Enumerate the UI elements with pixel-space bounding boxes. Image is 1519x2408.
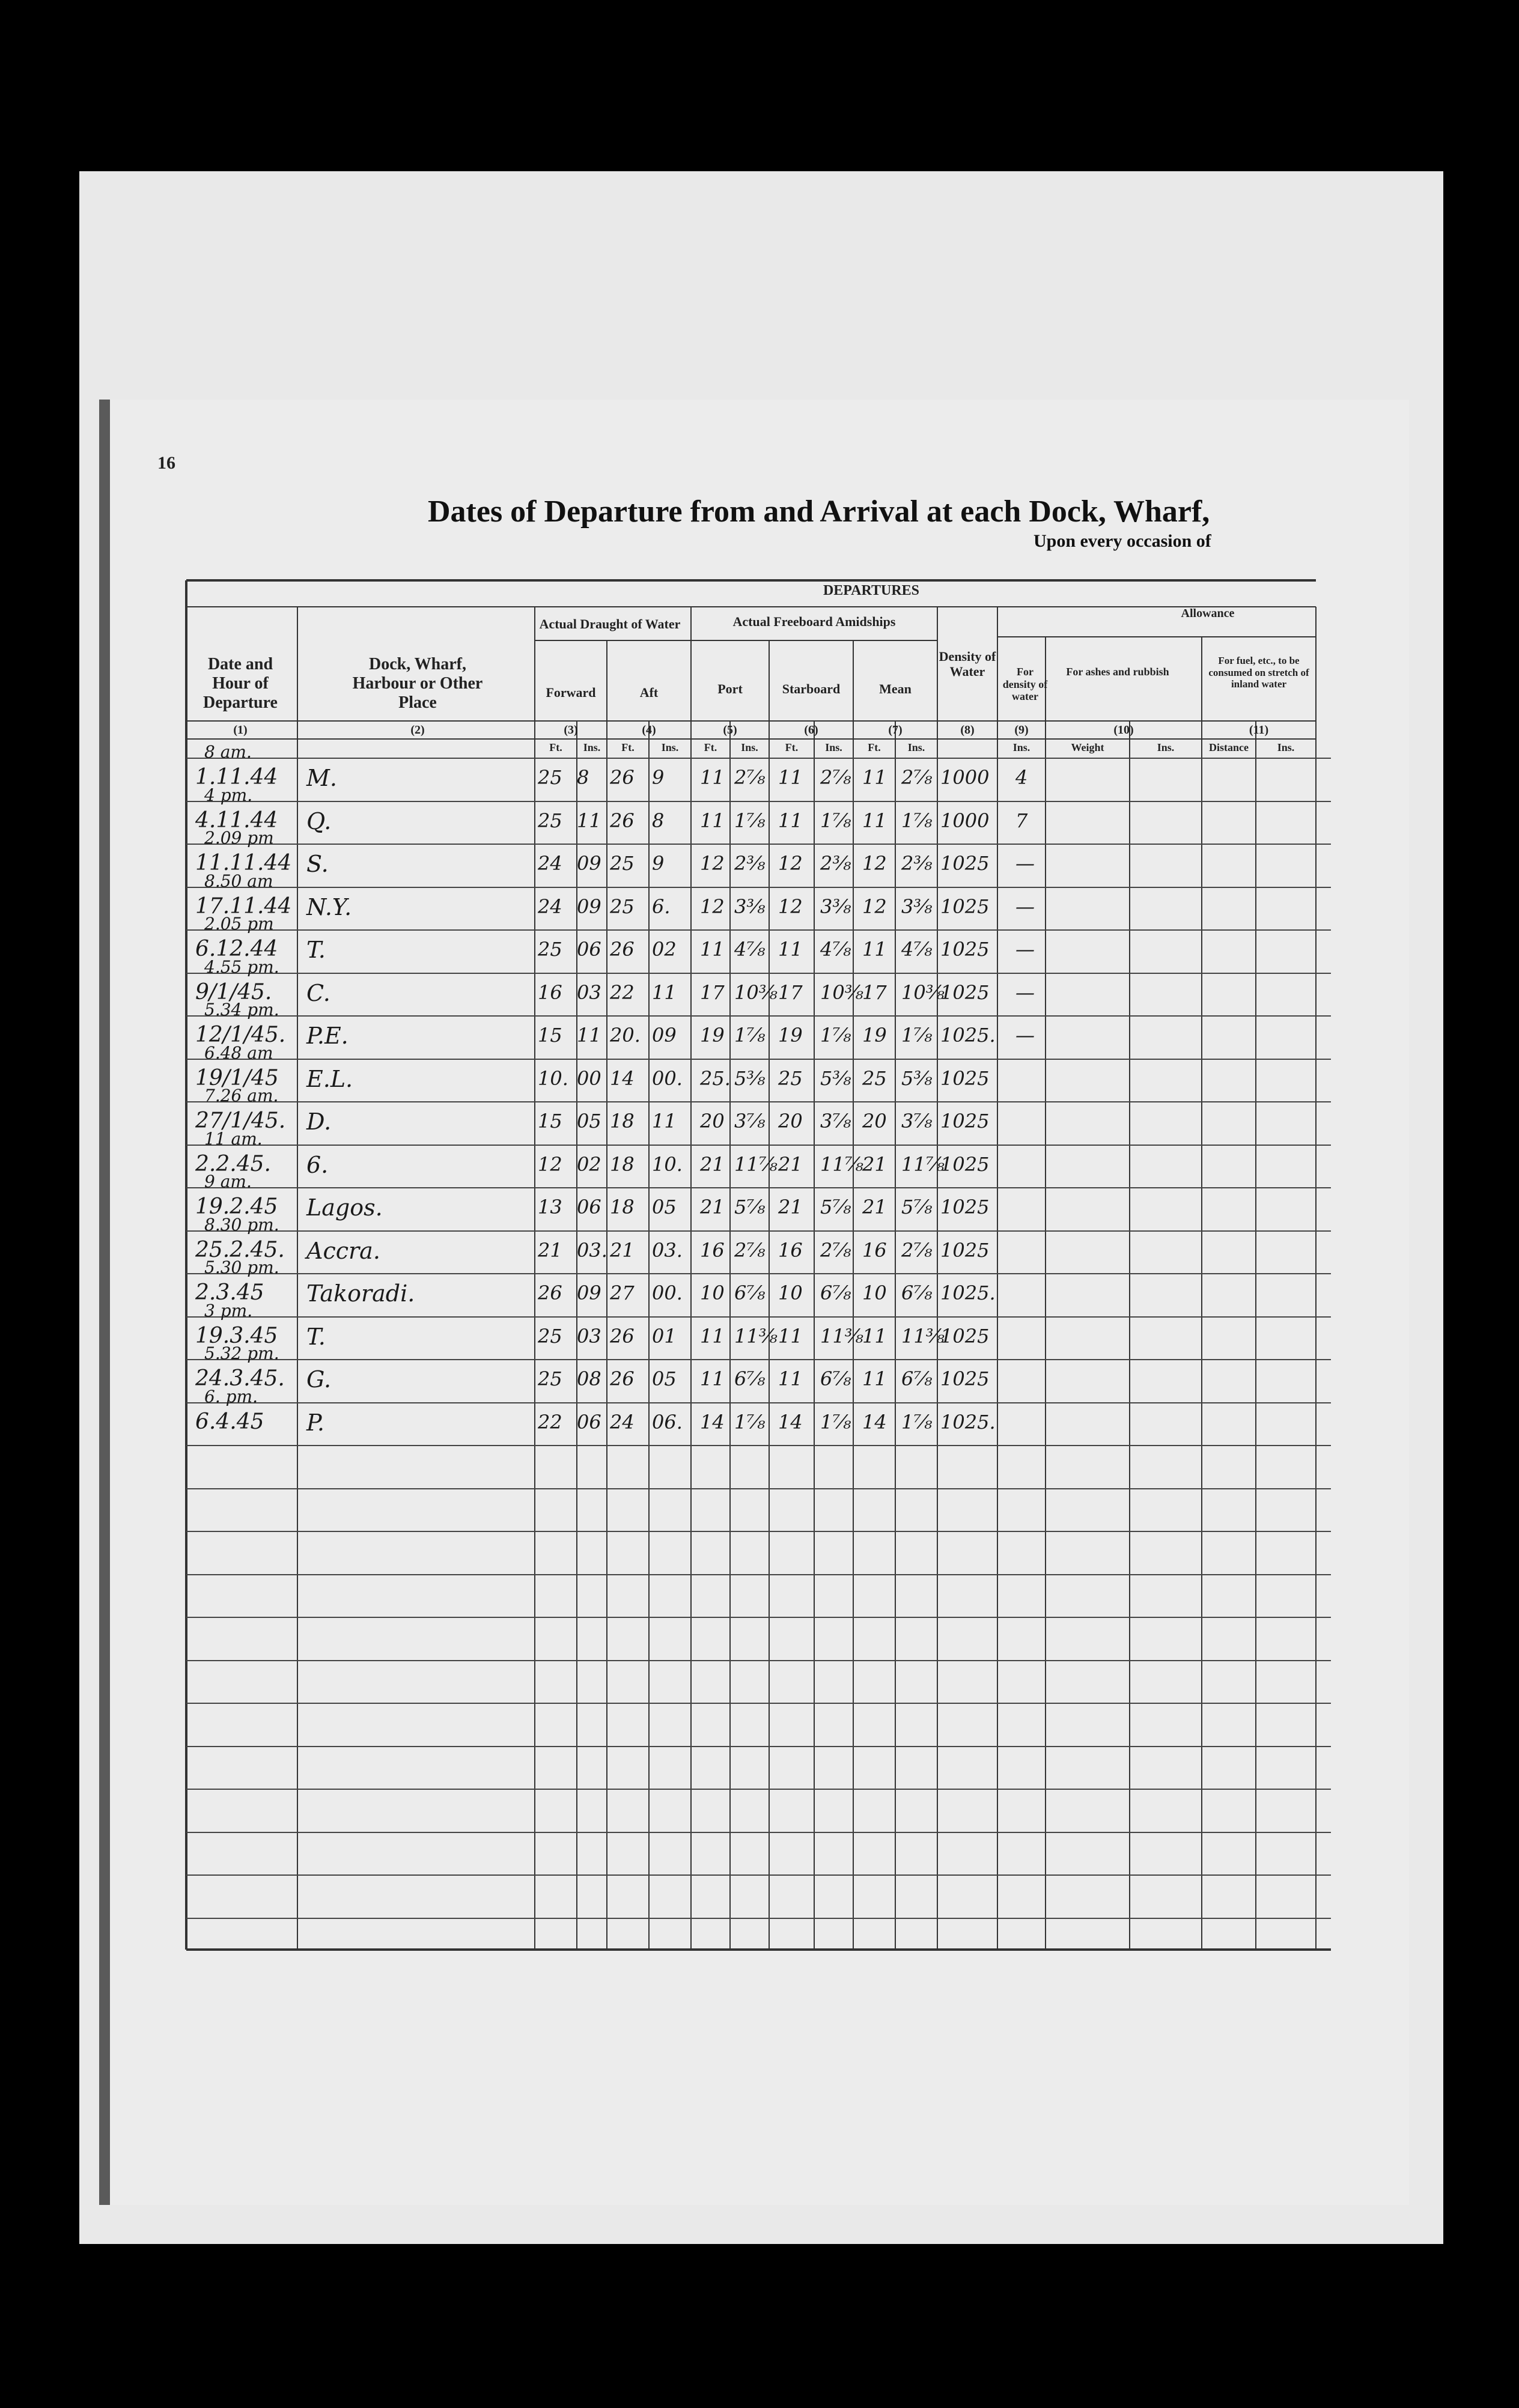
column-number: (4) bbox=[642, 723, 656, 737]
row-port-ft: 10 bbox=[700, 1282, 725, 1304]
subheader-ft: Ft. bbox=[868, 741, 881, 753]
row-port-ft: 12 bbox=[700, 895, 725, 918]
row-port-in: 5⅜ bbox=[734, 1066, 766, 1090]
row-date: 17.11.44 bbox=[195, 893, 292, 919]
row-aft-ft: 25 bbox=[610, 852, 635, 875]
row-allow: — bbox=[1015, 852, 1035, 875]
row-density: 1025 bbox=[940, 1324, 990, 1348]
row-port-in: 2⅞ bbox=[734, 1238, 766, 1262]
column-number: (3) bbox=[564, 723, 578, 737]
row-stbd-in: 6⅞ bbox=[820, 1282, 851, 1304]
row-stbd-ft: 21 bbox=[778, 1152, 803, 1176]
row-port-in: 1⅞ bbox=[734, 809, 766, 832]
row-place: M. bbox=[306, 765, 337, 791]
row-mean-in: 3⅜ bbox=[901, 895, 933, 918]
row-fwd-in: 00 bbox=[577, 1066, 601, 1090]
row-port-ft: 21 bbox=[700, 1152, 725, 1176]
header-date-hour: Date and Hour of Departure bbox=[203, 655, 278, 713]
row-fwd-ft: 15 bbox=[538, 1024, 562, 1047]
row-port-ft: 11 bbox=[700, 1324, 725, 1348]
row-stbd-in: 5⅜ bbox=[820, 1066, 851, 1090]
row-aft-ft: 14 bbox=[610, 1066, 635, 1090]
column-number: (10) bbox=[1113, 723, 1134, 737]
row-mean-ft: 21 bbox=[862, 1152, 887, 1176]
row-aft-ft: 20. bbox=[610, 1024, 641, 1047]
row-time: 4.55 pm. bbox=[204, 956, 279, 977]
row-place: C. bbox=[306, 979, 330, 1006]
row-port-in: 6⅞ bbox=[734, 1282, 766, 1304]
subheader-ins: Ins. bbox=[741, 741, 758, 753]
row-port-ft: 11 bbox=[700, 766, 725, 789]
row-date: 6.12.44 bbox=[195, 937, 278, 961]
row-port-ft: 11 bbox=[700, 1367, 725, 1390]
subheader-ins: Ins. bbox=[907, 741, 925, 753]
row-place: T. bbox=[306, 1323, 326, 1350]
row-place: E.L. bbox=[306, 1065, 353, 1092]
row-aft-in: 05 bbox=[652, 1196, 677, 1218]
row-stbd-in: 11⅜ bbox=[820, 1324, 863, 1348]
row-time: 7.26 am. bbox=[204, 1086, 279, 1105]
subheader-ft: Ft. bbox=[785, 741, 799, 753]
row-fwd-ft: 25 bbox=[538, 938, 562, 961]
row-time: 5.30 pm. bbox=[204, 1257, 279, 1277]
row-date: 1.11.44 bbox=[195, 765, 278, 789]
row-place: P.E. bbox=[306, 1023, 349, 1049]
row-mean-ft: 11 bbox=[862, 1367, 887, 1390]
row-fwd-ft: 12 bbox=[538, 1152, 562, 1176]
row-fwd-ft: 25 bbox=[538, 809, 562, 832]
header-aft: Aft bbox=[639, 685, 659, 700]
row-density: 1025 bbox=[940, 852, 990, 875]
row-fwd-in: 02 bbox=[577, 1152, 601, 1176]
row-mean-ft: 16 bbox=[862, 1238, 887, 1262]
row-mean-ft: 11 bbox=[862, 809, 887, 832]
row-aft-ft: 26 bbox=[610, 809, 635, 832]
row-fwd-in: 09 bbox=[577, 1282, 601, 1304]
row-stbd-ft: 19 bbox=[778, 1024, 803, 1047]
row-aft-ft: 25 bbox=[610, 895, 635, 918]
row-date: 4.11.44 bbox=[195, 807, 278, 833]
row-stbd-in: 5⅞ bbox=[820, 1196, 851, 1218]
row-mean-in: 4⅞ bbox=[901, 938, 933, 961]
row-date: 19.3.45 bbox=[195, 1323, 278, 1348]
row-mean-ft: 11 bbox=[862, 766, 887, 789]
row-aft-ft: 24 bbox=[610, 1410, 635, 1434]
row-date: 24.3.45. bbox=[195, 1366, 285, 1391]
column-number: (2) bbox=[410, 723, 425, 737]
column-number: (5) bbox=[723, 723, 737, 737]
row-aft-ft: 22 bbox=[610, 981, 635, 1004]
row-aft-in: 9 bbox=[652, 852, 665, 875]
row-stbd-in: 10⅜ bbox=[820, 981, 863, 1004]
row-date: 2.3.45 bbox=[195, 1280, 264, 1305]
row-stbd-ft: 11 bbox=[778, 938, 803, 961]
row-place: Accra. bbox=[306, 1237, 380, 1264]
row-fwd-in: 06 bbox=[577, 938, 601, 961]
row-stbd-in: 11⅞ bbox=[820, 1152, 863, 1176]
subheader-distance: Distance bbox=[1209, 741, 1249, 753]
row-fwd-in: 08 bbox=[577, 1367, 601, 1390]
row-time: 2.09 pm bbox=[204, 828, 274, 848]
row-place: T. bbox=[306, 937, 326, 963]
row-mean-in: 2⅞ bbox=[901, 1238, 933, 1262]
row-allow: — bbox=[1015, 938, 1035, 961]
row-density: 1000 bbox=[940, 809, 990, 832]
header-draught: Actual Draught of Water bbox=[539, 616, 681, 631]
row-fwd-ft: 24 bbox=[538, 852, 562, 875]
row-aft-in: 09 bbox=[652, 1024, 677, 1047]
row-place: D. bbox=[306, 1108, 332, 1135]
row-port-in: 3⅞ bbox=[734, 1110, 766, 1133]
row-aft-in: 00. bbox=[652, 1066, 683, 1090]
row-port-ft: 14 bbox=[700, 1410, 725, 1434]
row-mean-ft: 14 bbox=[862, 1410, 887, 1434]
row-stbd-ft: 11 bbox=[778, 1367, 803, 1390]
row-aft-in: 9 bbox=[652, 766, 665, 789]
row-date: 2.2.45. bbox=[195, 1151, 271, 1176]
row-fwd-ft: 13 bbox=[538, 1196, 562, 1218]
row-fwd-ft: 21 bbox=[538, 1238, 562, 1262]
header-allowance: Allowance bbox=[1181, 607, 1235, 620]
header-port: Port bbox=[717, 681, 743, 696]
row-density: 1025 bbox=[940, 1152, 990, 1176]
row-time: 6.48 am bbox=[204, 1042, 273, 1063]
row-density: 1025 bbox=[940, 938, 990, 961]
row-mean-ft: 10 bbox=[862, 1282, 887, 1304]
row-stbd-ft: 11 bbox=[778, 809, 803, 832]
row-port-ft: 25. bbox=[700, 1066, 731, 1090]
row-density: 1025 bbox=[940, 981, 990, 1004]
row-port-in: 1⅞ bbox=[734, 1024, 766, 1047]
header-mean: Mean bbox=[879, 681, 912, 696]
row-mean-ft: 21 bbox=[862, 1196, 887, 1218]
row-density: 1025. bbox=[940, 1024, 996, 1047]
row-mean-ft: 17 bbox=[862, 981, 887, 1004]
row-time: 8.50 am bbox=[204, 871, 273, 891]
row-date: 19/1/45 bbox=[195, 1065, 279, 1090]
header-departures: DEPARTURES bbox=[823, 583, 920, 598]
row-port-ft: 17 bbox=[700, 981, 725, 1004]
row-port-in: 3⅜ bbox=[734, 895, 766, 918]
row-port-ft: 12 bbox=[700, 852, 725, 875]
row-density: 1025 bbox=[940, 1367, 990, 1390]
row-mean-ft: 25 bbox=[862, 1066, 887, 1090]
row-allow: 7 bbox=[1015, 809, 1028, 832]
row-port-ft: 21 bbox=[700, 1196, 725, 1218]
row-fwd-in: 11 bbox=[577, 809, 601, 832]
row-stbd-in: 2⅞ bbox=[820, 766, 851, 789]
row-fwd-in: 06 bbox=[577, 1196, 601, 1218]
row-stbd-in: 1⅞ bbox=[820, 1410, 851, 1434]
row-port-ft: 16 bbox=[700, 1238, 725, 1262]
row-mean-in: 11⅜ bbox=[901, 1324, 945, 1348]
row-mean-in: 6⅞ bbox=[901, 1282, 933, 1304]
row-fwd-in: 09 bbox=[577, 895, 601, 918]
subheader-ins: Ins. bbox=[583, 741, 601, 753]
row-fwd-ft: 24 bbox=[538, 895, 562, 918]
row-port-in: 2⅞ bbox=[734, 766, 766, 789]
row-fwd-in: 11 bbox=[577, 1024, 601, 1047]
row-stbd-in: 2⅞ bbox=[820, 1238, 851, 1262]
row-aft-ft: 27 bbox=[610, 1282, 635, 1304]
row-port-in: 11⅞ bbox=[734, 1152, 778, 1176]
row-mean-in: 2⅜ bbox=[901, 852, 933, 875]
column-number: (7) bbox=[888, 723, 903, 737]
subheader-ft: Ft. bbox=[549, 741, 562, 753]
row-port-in: 4⅞ bbox=[734, 938, 766, 961]
row-fwd-in: 06 bbox=[577, 1410, 601, 1434]
row-aft-in: 00. bbox=[652, 1282, 683, 1304]
row-mean-in: 5⅞ bbox=[901, 1196, 933, 1218]
row-date: 25.2.45. bbox=[195, 1237, 285, 1262]
row-fwd-ft: 10. bbox=[538, 1066, 568, 1090]
row-port-in: 11⅜ bbox=[734, 1324, 778, 1348]
row-aft-in: 01 bbox=[652, 1324, 677, 1348]
row-stbd-in: 4⅞ bbox=[820, 938, 851, 961]
row-fwd-in: 03 bbox=[577, 981, 601, 1004]
row-mean-in: 2⅞ bbox=[901, 766, 933, 789]
row-aft-in: 11 bbox=[652, 981, 677, 1004]
row-aft-ft: 21 bbox=[610, 1238, 635, 1262]
row-fwd-ft: 16 bbox=[538, 981, 562, 1004]
row-aft-in: 6. bbox=[652, 895, 671, 918]
row-stbd-ft: 20 bbox=[778, 1110, 803, 1133]
header-dock: Dock, Wharf, Harbour or Other Place bbox=[352, 655, 483, 713]
row-time: 4 pm. bbox=[204, 785, 253, 805]
row-density: 1000 bbox=[940, 766, 990, 789]
row-fwd-ft: 25 bbox=[538, 1367, 562, 1390]
row-mean-ft: 12 bbox=[862, 895, 887, 918]
row-date: 6.4.45 bbox=[195, 1409, 264, 1434]
row-mean-ft: 11 bbox=[862, 938, 887, 961]
header-forward: Forward bbox=[546, 685, 596, 700]
row-stbd-ft: 11 bbox=[778, 766, 803, 789]
row-stbd-in: 1⅞ bbox=[820, 1024, 851, 1047]
subheader-weight: Weight bbox=[1071, 741, 1104, 753]
row-aft-ft: 18 bbox=[610, 1152, 635, 1176]
row-density: 1025. bbox=[940, 1410, 996, 1434]
row-aft-in: 02 bbox=[652, 938, 677, 961]
row-fwd-in: 03. bbox=[577, 1238, 607, 1262]
row-stbd-ft: 11 bbox=[778, 1324, 803, 1348]
row-port-in: 1⅞ bbox=[734, 1410, 766, 1434]
row-stbd-in: 3⅜ bbox=[820, 895, 851, 918]
row-place: P. bbox=[306, 1409, 324, 1436]
row-port-in: 10⅜ bbox=[734, 981, 778, 1004]
header-for-ashes: For ashes and rubbish bbox=[1066, 666, 1169, 678]
page-number: 16 bbox=[157, 453, 175, 473]
header-starboard: Starboard bbox=[782, 681, 841, 696]
column-number: (6) bbox=[804, 723, 818, 737]
row-aft-ft: 26 bbox=[610, 938, 635, 961]
column-number: (9) bbox=[1014, 723, 1029, 737]
row-time: 3 pm. bbox=[204, 1300, 253, 1321]
subheader-ins: Ins. bbox=[1012, 741, 1030, 753]
row-density: 1025 bbox=[940, 895, 990, 918]
header-freeboard: Actual Freeboard Amidships bbox=[732, 614, 896, 629]
row-time: 5.34 pm. bbox=[204, 1000, 279, 1020]
row-aft-ft: 26 bbox=[610, 1367, 635, 1390]
row-fwd-in: 09 bbox=[577, 852, 601, 875]
row-stbd-in: 6⅞ bbox=[820, 1367, 851, 1390]
row-aft-ft: 26 bbox=[610, 766, 635, 789]
row-place: Takoradi. bbox=[306, 1280, 415, 1307]
row-mean-ft: 12 bbox=[862, 852, 887, 875]
row-allow: — bbox=[1015, 1024, 1035, 1047]
row-stbd-ft: 10 bbox=[778, 1282, 803, 1304]
row-allow: — bbox=[1015, 895, 1035, 918]
row-mean-in: 11⅞ bbox=[901, 1152, 945, 1176]
row-density: 1025 bbox=[940, 1196, 990, 1218]
row-time: 8.30 pm. bbox=[204, 1214, 279, 1235]
row-aft-ft: 18 bbox=[610, 1196, 635, 1218]
row-fwd-ft: 25 bbox=[538, 766, 562, 789]
row-place: G. bbox=[306, 1366, 332, 1393]
row-stbd-in: 2⅜ bbox=[820, 852, 851, 875]
column-number: (1) bbox=[233, 723, 248, 737]
row-stbd-ft: 14 bbox=[778, 1410, 803, 1434]
row-port-ft: 20 bbox=[700, 1110, 725, 1133]
row-port-in: 6⅞ bbox=[734, 1367, 766, 1390]
row-stbd-ft: 17 bbox=[778, 981, 803, 1004]
subheader-ins: Ins. bbox=[1277, 741, 1295, 753]
row-mean-ft: 11 bbox=[862, 1324, 887, 1348]
row-stbd-in: 3⅞ bbox=[820, 1110, 851, 1133]
row-fwd-in: 03 bbox=[577, 1324, 601, 1348]
row-place: S. bbox=[306, 851, 329, 877]
row-density: 1025. bbox=[940, 1282, 996, 1304]
row-mean-in: 3⅞ bbox=[901, 1110, 933, 1133]
row-aft-in: 05 bbox=[652, 1367, 677, 1390]
row-stbd-in: 1⅞ bbox=[820, 809, 851, 832]
row-stbd-ft: 16 bbox=[778, 1238, 803, 1262]
row-date: 11.11.44 bbox=[195, 851, 292, 875]
row-density: 1025 bbox=[940, 1238, 990, 1262]
row-aft-ft: 18 bbox=[610, 1110, 635, 1133]
subheader-ft: Ft. bbox=[704, 741, 717, 753]
row-port-ft: 11 bbox=[700, 938, 725, 961]
column-number: (11) bbox=[1249, 723, 1269, 737]
row-port-ft: 19 bbox=[700, 1024, 725, 1047]
row-mean-in: 5⅜ bbox=[901, 1066, 933, 1090]
row-port-in: 5⅞ bbox=[734, 1196, 766, 1218]
row-fwd-ft: 25 bbox=[538, 1324, 562, 1348]
row-fwd-in: 05 bbox=[577, 1110, 601, 1133]
row-place: 6. bbox=[306, 1151, 329, 1178]
row-date: 9/1/45. bbox=[195, 979, 272, 1005]
row-stbd-ft: 12 bbox=[778, 895, 803, 918]
row-stbd-ft: 12 bbox=[778, 852, 803, 875]
row-place: Q. bbox=[306, 807, 332, 835]
row-date: 12/1/45. bbox=[195, 1023, 286, 1047]
row-date: 19.2.45 bbox=[195, 1194, 278, 1219]
page-subtitle: Upon every occasion of bbox=[1033, 531, 1211, 551]
row-mean-ft: 20 bbox=[862, 1110, 887, 1133]
row-allow: — bbox=[1015, 981, 1035, 1004]
row-mean-in: 6⅞ bbox=[901, 1367, 933, 1390]
row-time: 9 am. bbox=[204, 1172, 252, 1191]
subheader-ins: Ins. bbox=[661, 741, 679, 753]
subheader-ins: Ins. bbox=[825, 741, 842, 753]
row-fwd-ft: 15 bbox=[538, 1110, 562, 1133]
row-mean-in: 1⅞ bbox=[901, 1024, 933, 1047]
column-number: (8) bbox=[960, 723, 975, 737]
row-mean-ft: 19 bbox=[862, 1024, 887, 1047]
row-stbd-ft: 25 bbox=[778, 1066, 803, 1090]
row-aft-in: 06. bbox=[652, 1410, 683, 1434]
row-time: 11 am. bbox=[204, 1128, 263, 1149]
row-aft-in: 03. bbox=[652, 1238, 683, 1262]
row-time: 2.05 pm bbox=[204, 914, 274, 934]
row-place: N.Y. bbox=[306, 893, 352, 920]
row-port-ft: 11 bbox=[700, 809, 725, 832]
row-mean-in: 1⅞ bbox=[901, 809, 933, 832]
row-date: 27/1/45. bbox=[195, 1108, 286, 1133]
row-aft-in: 8 bbox=[652, 809, 665, 832]
header-for-fuel: For fuel, etc., to be consumed on stretch of inland water bbox=[1208, 655, 1309, 690]
page-title: Dates of Departure from and Arrival at each Dock, Wharf, bbox=[428, 494, 1210, 529]
subheader-ins: Ins. bbox=[1157, 741, 1175, 753]
row-fwd-in: 8 bbox=[577, 766, 589, 789]
row-time: 8 am. bbox=[204, 742, 252, 762]
row-aft-in: 10. bbox=[652, 1152, 683, 1176]
row-density: 1025 bbox=[940, 1066, 990, 1090]
row-allow: 4 bbox=[1015, 766, 1028, 789]
header-for-density: For density of water bbox=[1002, 666, 1048, 703]
header-density: Density of Water bbox=[939, 649, 996, 680]
row-mean-in: 1⅞ bbox=[901, 1410, 933, 1434]
row-time: 6. pm. bbox=[204, 1386, 258, 1406]
row-aft-ft: 26 bbox=[610, 1324, 635, 1348]
row-port-in: 2⅜ bbox=[734, 852, 766, 875]
row-mean-in: 10⅜ bbox=[901, 981, 945, 1004]
row-place: Lagos. bbox=[306, 1194, 383, 1221]
subheader-ft: Ft. bbox=[621, 741, 635, 753]
row-aft-in: 11 bbox=[652, 1110, 677, 1133]
row-fwd-ft: 26 bbox=[538, 1282, 562, 1304]
row-time: 5.32 pm. bbox=[204, 1343, 279, 1363]
row-stbd-ft: 21 bbox=[778, 1196, 803, 1218]
row-fwd-ft: 22 bbox=[538, 1410, 562, 1434]
row-density: 1025 bbox=[940, 1110, 990, 1133]
